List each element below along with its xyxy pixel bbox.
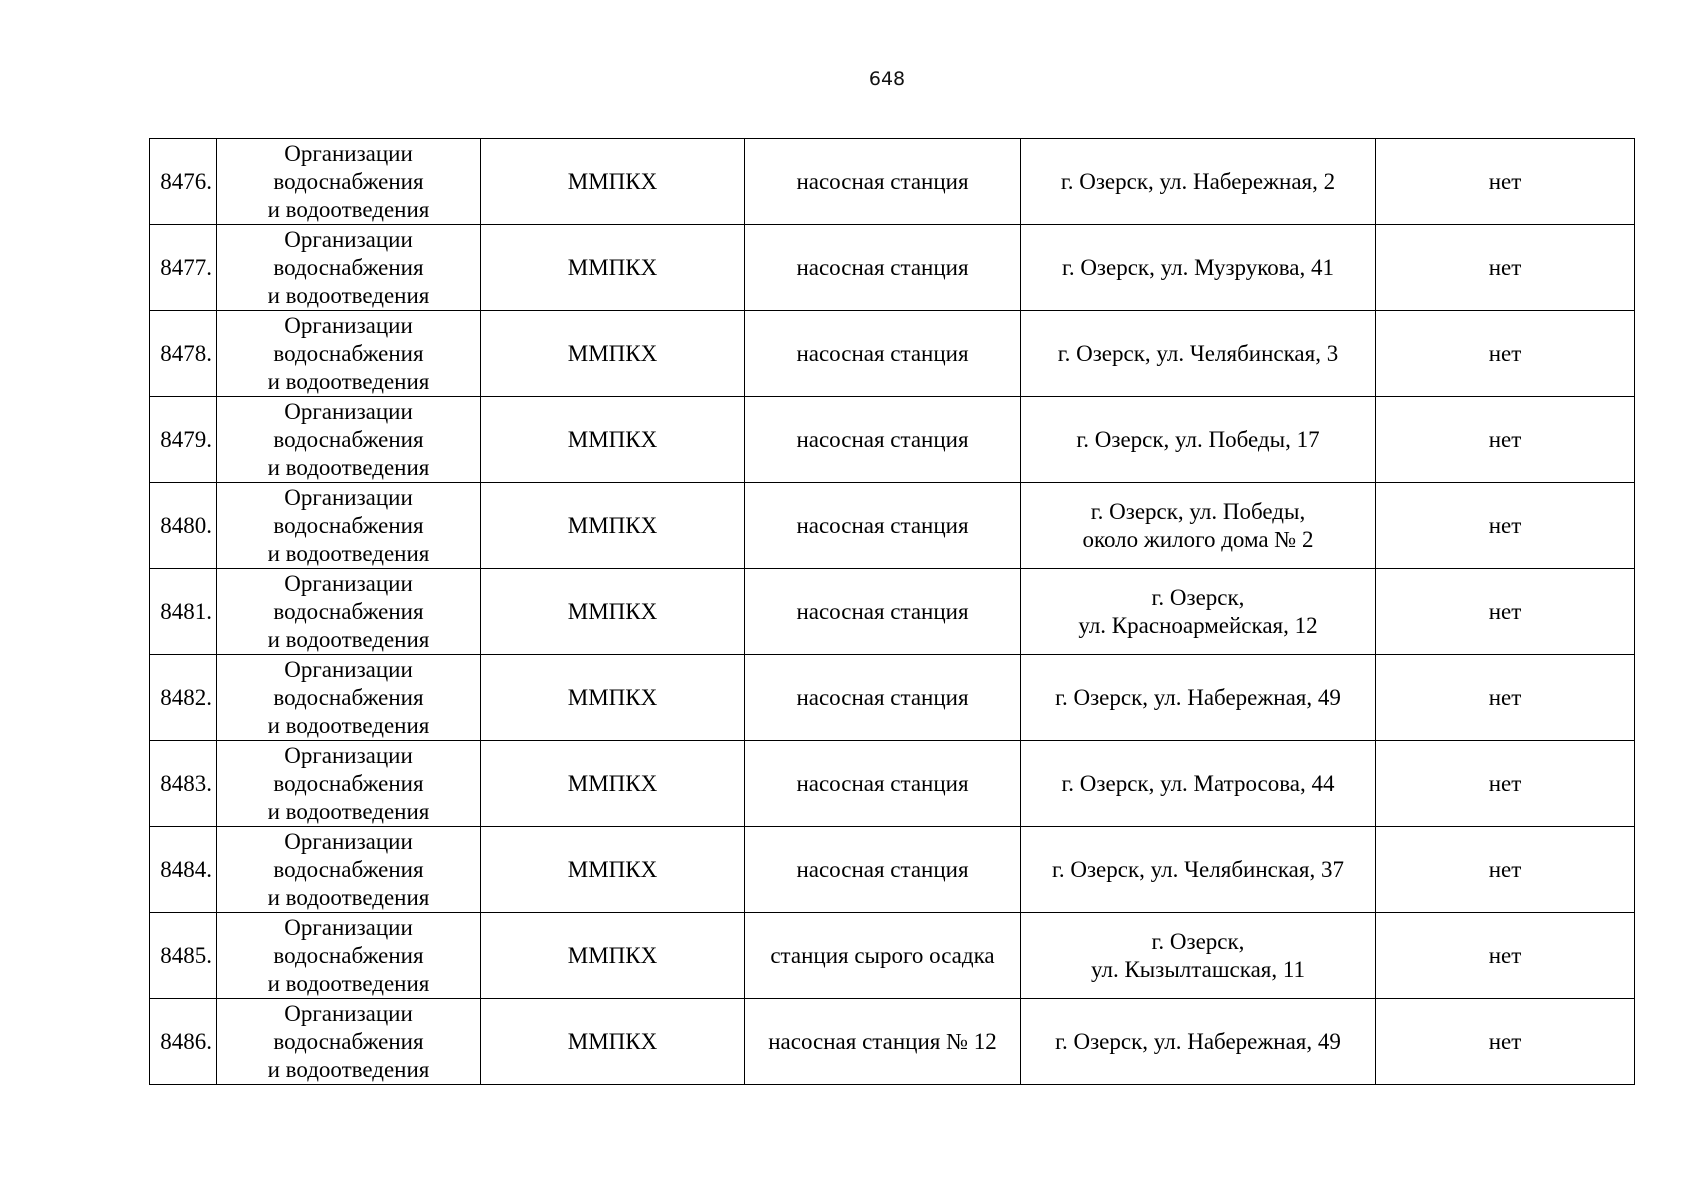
address-line: г. Озерск, (1151, 928, 1245, 954)
organization-line: и водоотведения (267, 799, 430, 824)
address-line: г. Озерск, ул. Матросова, 44 (1061, 770, 1335, 796)
status-value: нет (1376, 827, 1635, 913)
organization-line: Организации (284, 743, 413, 768)
status-value: нет (1376, 397, 1635, 483)
address-line: г. Озерск, ул. Победы, (1090, 498, 1306, 524)
object-name: насосная станция (745, 741, 1021, 827)
organization-line: водоснабжения (273, 169, 424, 194)
status-value: нет (1376, 741, 1635, 827)
owner-name: ММПКХ (481, 999, 745, 1085)
organization-line: и водоотведения (267, 283, 430, 308)
row-number: 8484. (150, 827, 217, 913)
row-number: 8479. (150, 397, 217, 483)
page-number: 648 (868, 68, 906, 90)
owner-name: ММПКХ (481, 139, 745, 225)
status-value: нет (1376, 139, 1635, 225)
organization-line: Организации (284, 399, 413, 424)
owner-name: ММПКХ (481, 397, 745, 483)
address-line: г. Озерск, ул. Челябинская, 3 (1057, 340, 1339, 366)
organization-type (217, 741, 481, 827)
table-row (150, 225, 1635, 311)
organization-line: и водоотведения (267, 1057, 430, 1082)
organization-line: водоснабжения (273, 857, 424, 882)
address-line: г. Озерск, ул. Набережная, 49 (1055, 684, 1341, 710)
organization-line: Организации (284, 1001, 413, 1026)
address-line: около жилого дома № 2 (1082, 526, 1314, 552)
table-row (150, 827, 1635, 913)
row-number: 8477. (150, 225, 217, 311)
row-number: 8480. (150, 483, 217, 569)
row-number: 8481. (150, 569, 217, 655)
organization-type (217, 655, 481, 741)
row-number: 8478. (150, 311, 217, 397)
organization-type (217, 913, 481, 999)
owner-name: ММПКХ (481, 311, 745, 397)
organization-line: и водоотведения (267, 369, 430, 394)
object-name: насосная станция (745, 139, 1021, 225)
table-row (150, 741, 1635, 827)
owner-name: ММПКХ (481, 569, 745, 655)
object-name: насосная станция (745, 225, 1021, 311)
organization-type (217, 483, 481, 569)
object-name: насосная станция (745, 569, 1021, 655)
object-name: насосная станция (745, 827, 1021, 913)
status-value: нет (1376, 311, 1635, 397)
address-line: г. Озерск, (1151, 584, 1245, 610)
address (1021, 999, 1376, 1085)
organization-line: Организации (284, 485, 413, 510)
organization-type (217, 225, 481, 311)
address-line: ул. Кызылташская, 11 (1091, 956, 1305, 982)
status-value: нет (1376, 913, 1635, 999)
object-name: насосная станция (745, 311, 1021, 397)
table-row (150, 483, 1635, 569)
table-row (150, 913, 1635, 999)
organization-line: водоснабжения (273, 771, 424, 796)
organization-line: водоснабжения (273, 1029, 424, 1054)
organization-line: Организации (284, 313, 413, 338)
registry-table (149, 138, 1635, 1085)
organization-type (217, 139, 481, 225)
address (1021, 225, 1376, 311)
table-row (150, 569, 1635, 655)
address (1021, 827, 1376, 913)
organization-line: и водоотведения (267, 455, 430, 480)
organization-line: водоснабжения (273, 599, 424, 624)
organization-type (217, 827, 481, 913)
address-line: г. Озерск, ул. Челябинская, 37 (1052, 856, 1344, 882)
organization-type (217, 569, 481, 655)
owner-name: ММПКХ (481, 655, 745, 741)
organization-line: Организации (284, 227, 413, 252)
organization-line: водоснабжения (273, 685, 424, 710)
organization-line: водоснабжения (273, 341, 424, 366)
organization-line: и водоотведения (267, 971, 430, 996)
object-name: насосная станция (745, 655, 1021, 741)
organization-line: водоснабжения (273, 255, 424, 280)
owner-name: ММПКХ (481, 483, 745, 569)
organization-line: и водоотведения (267, 885, 430, 910)
table-row (150, 311, 1635, 397)
address (1021, 139, 1376, 225)
organization-line: Организации (284, 571, 413, 596)
address (1021, 913, 1376, 999)
organization-line: Организации (284, 141, 413, 166)
status-value: нет (1376, 225, 1635, 311)
address (1021, 397, 1376, 483)
organization-line: Организации (284, 915, 413, 940)
address-line: г. Озерск, ул. Набережная, 49 (1055, 1028, 1341, 1054)
organization-line: и водоотведения (267, 627, 430, 652)
table-row (150, 655, 1635, 741)
object-name: насосная станция (745, 483, 1021, 569)
organization-line: Организации (284, 657, 413, 682)
address-line: г. Озерск, ул. Набережная, 2 (1060, 168, 1336, 194)
address (1021, 483, 1376, 569)
owner-name: ММПКХ (481, 827, 745, 913)
address-line: г. Озерск, ул. Музрукова, 41 (1061, 254, 1335, 280)
row-number: 8483. (150, 741, 217, 827)
address (1021, 655, 1376, 741)
status-value: нет (1376, 999, 1635, 1085)
status-value: нет (1376, 655, 1635, 741)
organization-line: водоснабжения (273, 943, 424, 968)
row-number: 8486. (150, 999, 217, 1085)
status-value: нет (1376, 483, 1635, 569)
address-line: ул. Красноармейская, 12 (1078, 612, 1318, 638)
organization-type (217, 999, 481, 1085)
object-name: насосная станция (745, 397, 1021, 483)
owner-name: ММПКХ (481, 741, 745, 827)
table-row (150, 999, 1635, 1085)
row-number: 8485. (150, 913, 217, 999)
owner-name: ММПКХ (481, 913, 745, 999)
object-name: станция сырого осадка (745, 913, 1021, 999)
status-value: нет (1376, 569, 1635, 655)
owner-name: ММПКХ (481, 225, 745, 311)
object-name: насосная станция № 12 (745, 999, 1021, 1085)
address-line: г. Озерск, ул. Победы, 17 (1076, 426, 1320, 452)
row-number: 8476. (150, 139, 217, 225)
organization-type (217, 311, 481, 397)
row-number: 8482. (150, 655, 217, 741)
organization-line: и водоотведения (267, 541, 430, 566)
organization-line: и водоотведения (267, 197, 430, 222)
organization-line: и водоотведения (267, 713, 430, 738)
address (1021, 311, 1376, 397)
address (1021, 569, 1376, 655)
address (1021, 741, 1376, 827)
organization-line: Организации (284, 829, 413, 854)
organization-line: водоснабжения (273, 427, 424, 452)
table-row (150, 397, 1635, 483)
organization-type (217, 397, 481, 483)
organization-line: водоснабжения (273, 513, 424, 538)
table-row (150, 139, 1635, 225)
